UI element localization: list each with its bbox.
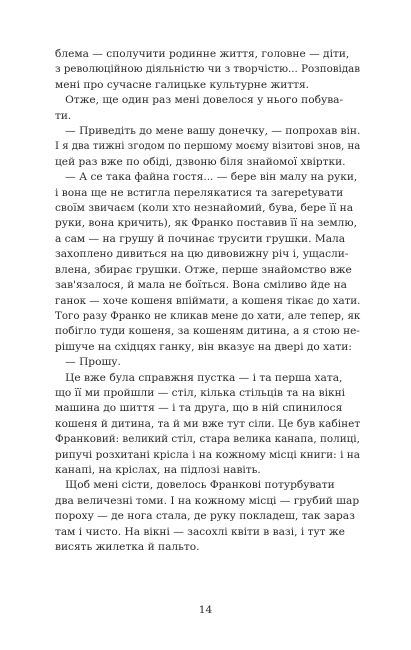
text-line: Франковий: великий стіл, стара велика канапа, полиці,	[55, 433, 360, 446]
page-number: 14	[198, 604, 213, 616]
text-line: висять жилетка й пальто.	[55, 541, 200, 553]
text-line: — Приведіть до мене вашу донечку, — попрохав він.	[55, 125, 361, 138]
text-line: з революційною діяльністю чи з творчістю... Розповідав	[55, 63, 361, 76]
text-line: — Прошу.	[55, 356, 121, 369]
text-line: машина до шиття — і та друга, що в ній спинилося	[55, 402, 343, 415]
text-line: зав'язалося, й мала не боїться. Вона сміливо йде на	[55, 279, 347, 292]
text-line: канапі, на кріслах, на підлозі навіть.	[55, 463, 261, 476]
text-line: ганок — хоче кошеня впіймати, а кошеня тікає до хати.	[55, 294, 361, 307]
text-line: мені про сучасне галицьке культурне життя.	[55, 78, 310, 91]
body-text	[55, 47, 360, 555]
text-line: Це вже була справжня пустка — і та перша хата,	[55, 371, 343, 384]
text-line: Отже, ще один раз мені довелося у нього побува-	[55, 94, 344, 107]
text-line: побігло туди кошеня, за кошеням дитина, а я стою не-	[55, 325, 360, 338]
text-line: ти.	[55, 109, 72, 122]
text-line: Щоб мені сісти, довелось Франкові потурбувати	[55, 479, 335, 492]
text-line: влена, збирає грушки. Отже, перше знайомство вже	[55, 263, 352, 276]
text-line: кошеня й дитина, та й ми вже тут сіли. Це був кабінет	[55, 417, 361, 430]
text-line: там і чисто. На вікні — засохлі квіти в вазі, і тут же	[55, 525, 345, 538]
text-line: захоплено дивиться на цю дивовижну річ і, ущасли-	[55, 248, 349, 261]
text-line: два величезні томи. І на кожному місці — грубий шар	[55, 494, 360, 507]
text-line: Того разу Франко не кликав мене до хати, але тепер, як	[55, 309, 361, 322]
text-line: цей раз вже по обіді, дзвоню біля знайомої хвіртки.	[55, 155, 346, 168]
text-line: руки, вона кричить), як Франко поставив її на землю,	[55, 217, 357, 230]
text-line: і вона ще не встигла перелякатися та заrepetувати	[55, 186, 344, 199]
text-line: рипучі розхитані крісла і на кожному місці книги: і на	[55, 448, 361, 461]
text-line: своїм звичаєм (коли хто незнайомий, бува, бере її на	[55, 202, 354, 215]
text-line: рішуче на східцях ганку, він вказує на двері до хати:	[55, 340, 352, 353]
text-line: пороху — де нога стала, де руку покладеш, так зараз	[55, 510, 355, 523]
text-line: — А се така файна гостя... — бере він малу на руки,	[55, 171, 358, 184]
text-line: блема — сполучити родинне життя, головне — діти,	[55, 48, 350, 60]
text-line: І я два тижні згодом по першому моєму візитові знов, на	[55, 140, 361, 153]
text-line: що її ми пройшли — стіл, кілька стільців та на вікні	[55, 386, 346, 399]
text-line: а сам — на грушу й починає трусити грушки. Мала	[55, 232, 346, 245]
